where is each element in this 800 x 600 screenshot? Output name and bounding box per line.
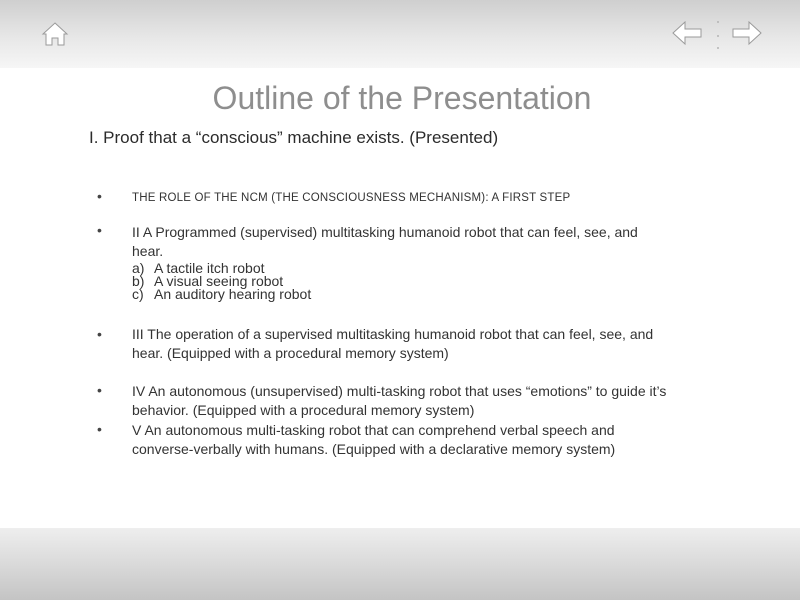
bullet-marker: • xyxy=(97,382,102,398)
sub-list-text: A visual seeing robot xyxy=(154,273,284,289)
sub-list-text: A tactile itch robot xyxy=(154,260,265,276)
list-item-part-iii: III The operation of a supervised multitasking humanoid robot that can feel, see, and hear. (Equipped with a procedural memory system) xyxy=(132,326,654,361)
arrow-right-icon xyxy=(730,18,764,48)
sub-list-key: c) xyxy=(132,286,144,302)
bottom-toolbar xyxy=(0,528,800,600)
bullet-marker: • xyxy=(97,421,102,437)
sub-list-key: a) xyxy=(132,260,145,276)
section-heading: I. Proof that a “conscious” machine exists. (Presented) xyxy=(89,128,499,147)
bullet-marker: • xyxy=(97,222,102,238)
list-item-ncm-role: THE ROLE OF THE NCM (THE CONSCIOUSNESS MECHANISM): A FIRST STEP xyxy=(132,192,571,204)
list-item-part-iv: IV An autonomous (unsupervised) multi-tasking robot that uses “emotions” to guide it’s behavior. (Equipped with a procedural memory system) xyxy=(132,383,667,418)
bullet-marker: • xyxy=(97,326,102,342)
home-button[interactable] xyxy=(40,20,70,48)
page-title: Outline of the Presentation xyxy=(212,80,592,116)
home-icon xyxy=(40,20,70,48)
sub-list-text: An auditory hearing robot xyxy=(154,286,312,302)
sub-list-key: b) xyxy=(132,273,145,289)
sub-list-item xyxy=(132,288,311,301)
nav-separator xyxy=(715,18,721,54)
list-item-part-ii: II A Programmed (supervised) multitasking humanoid robot that can feel, see, and hear. xyxy=(132,224,638,259)
bullet-marker: • xyxy=(97,188,102,204)
sub-list xyxy=(132,262,311,301)
arrow-left-icon xyxy=(670,18,704,48)
previous-slide-button[interactable] xyxy=(670,18,704,48)
next-slide-button[interactable] xyxy=(730,18,764,48)
list-item-part-v: V An autonomous multi-tasking robot that can comprehend verbal speech and converse-verbally with humans. (Equipped with a declarative memory system) xyxy=(132,422,616,457)
